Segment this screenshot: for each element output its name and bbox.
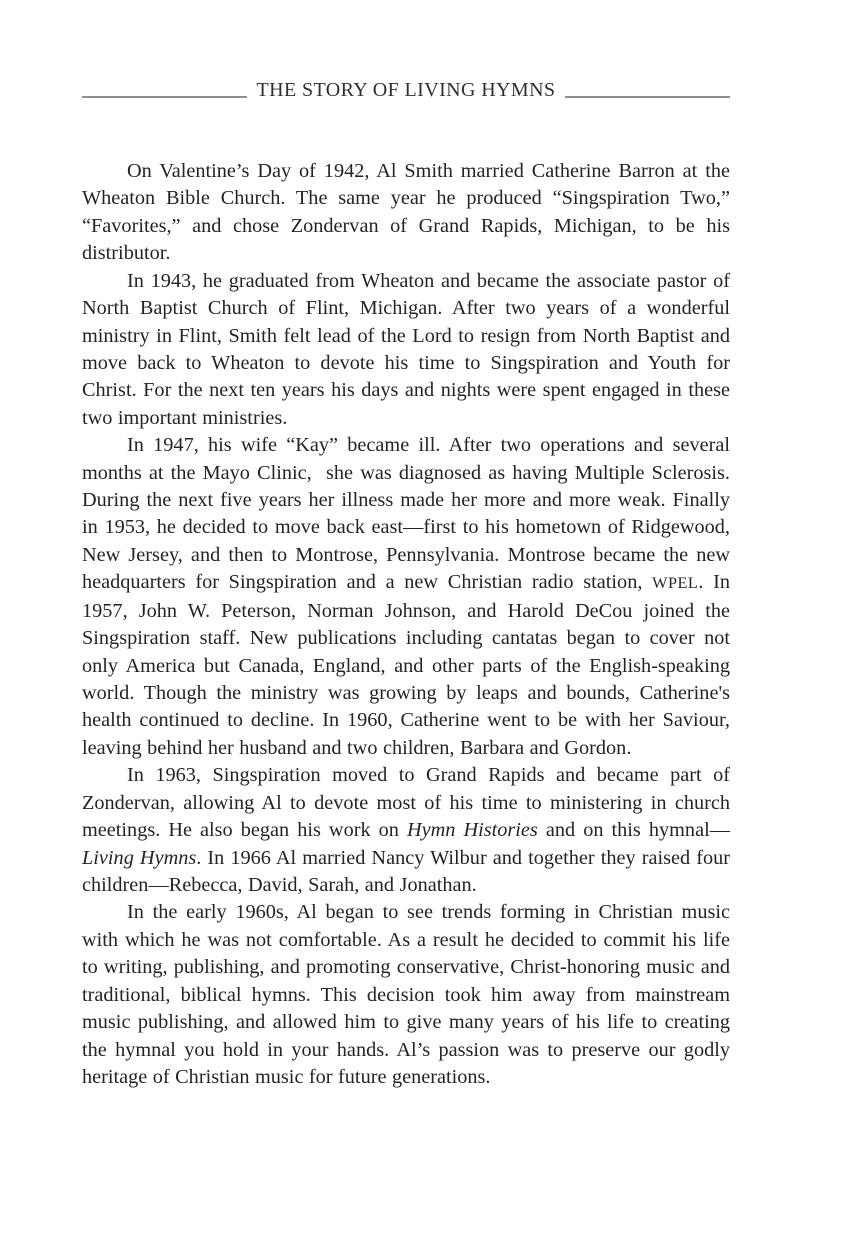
text-segment-italic: Living Hymns: [82, 846, 197, 869]
text-segment: In 1943, he graduated from Wheaton and became the associate pastor of North Baptist Church of Flint, Michigan. After two years of a wonderful ministry in Flint, Smith felt lead of the Lord to resign from North Baptist and move back to Wheaton to devote his time to Singspiration and Youth for Christ. For the next ten years his days and nights were spent engaged in these two important ministries.: [82, 269, 730, 429]
paragraph: [82, 268, 730, 433]
text-segment: In 1963, Singspiration moved to Grand Rapids and became part of Zondervan, allowing Al to devote most of his time to ministering in church meetings. He also began his work on: [82, 764, 730, 842]
paragraph: [82, 899, 730, 1091]
page-header: [82, 76, 730, 102]
text-segment: In 1947, his wife “Kay” became ill. After two operations and several months at the Mayo Clinic, she was diagnosed as having Multiple Sclerosis. During the next five years her illness made her more and more weak. Finally in 1953, he decided to move back east—first to his hometown of Ridgewood, New Jersey, and then to Montrose, Pennsylvania. Montrose became the new headquarters for Singspiration and a new Christian radio station,: [82, 434, 730, 594]
text-segment-smallcaps: WPEL: [652, 574, 699, 593]
text-segment: . In 1966 Al married Nancy Wilbur and together they raised four children—Rebecca, David, Sarah, and Jonathan.: [82, 846, 730, 896]
paragraph: [82, 158, 730, 268]
text-segment: In the early 1960s, Al began to see trends forming in Christian music with which he was not comfortable. As a result he decided to commit his life to writing, publishing, and promoting conservative, Christ-honoring music and traditional, biblical hymns. This decision took him away from mainstream music publishing, and allowed him to give many years of his life to creating the hymnal you hold in your hands. Al’s passion was to preserve our godly heritage of Christian music for future generations.: [82, 901, 730, 1088]
header-rule-left: [82, 96, 247, 98]
text-segment: On Valentine’s Day of 1942, Al Smith married Catherine Barron at the Wheaton Bible Church. The same year he produced “Singspiration Two,” “Favorites,” and chose Zondervan of Grand Rapids, Michigan, to be his distributor.: [82, 160, 730, 265]
article-body: [82, 158, 730, 1091]
paragraph: [82, 432, 730, 762]
text-segment: and on this hymnal—: [537, 819, 730, 842]
paragraph: [82, 762, 730, 899]
header-rule-right: [565, 96, 730, 98]
text-segment-italic: Hymn Histories: [406, 819, 538, 842]
page-title: THE STORY OF LIVING HYMNS: [256, 79, 556, 101]
text-segment: . In 1957, John W. Peterson, Norman Johnson, and Harold DeCou joined the Singspiration staff. New publications including cantatas began to cover not only America but Canada, England, and other parts of the English-speaking world. Though the ministry was growing by leaps and bounds, Catherine's health continued to decline. In 1960, Catherine went to be with her Saviour, leaving behind her husband and two children, Barbara and Gordon.: [82, 571, 730, 759]
